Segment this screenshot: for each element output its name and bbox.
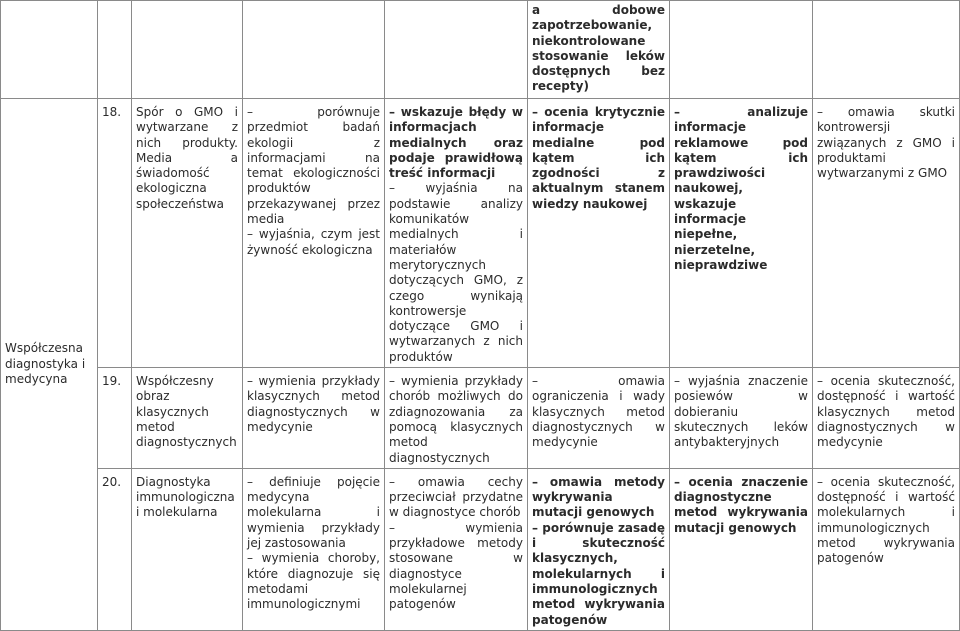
table-row — [1, 468, 960, 630]
requirement-text: – omawia cechy przeciwciał przydatne w diagnostyce chorób — [389, 474, 523, 520]
requirement-cell — [670, 468, 813, 630]
requirement-text: – wskazuje błędy w informacjach medialnych oraz podaje prawidłową treść informacji — [389, 105, 523, 181]
empty-cell — [670, 1, 813, 99]
requirement-text: – analizuje informacje reklamowe pod kątem ich prawdziwości naukowej, wskazuje informacje niepełne, nierzetelne, nieprawdziwe — [674, 105, 808, 272]
empty-cell — [98, 1, 132, 99]
requirement-text: – wyjaśnia, czym jest żywność ekologiczna — [247, 227, 380, 257]
table-row — [1, 99, 960, 368]
requirement-text: – porównuje zasadę i skuteczność klasycznych, molekularnych i immunologicznych metod wykrywania patogenów — [532, 520, 665, 627]
empty-cell — [813, 1, 960, 99]
requirement-cell — [813, 468, 960, 630]
lesson-topic: Współczesny obraz klasycznych metod diagnostycznych — [132, 368, 243, 469]
requirement-text: – ocenia znaczenie diagnostyczne metod wykrywania mutacji genowych — [674, 474, 808, 535]
empty-cell — [243, 1, 385, 99]
lesson-topic: Diagnostyka immunologiczna i molekularna — [132, 468, 243, 630]
requirement-cell — [243, 99, 385, 368]
requirement-cell — [243, 368, 385, 469]
empty-cell — [385, 1, 528, 99]
requirement-cell — [813, 368, 960, 469]
requirement-cell — [385, 468, 528, 630]
lesson-number: 18. — [98, 99, 132, 368]
requirement-text: – omawia metody wykrywania mutacji genowych — [532, 474, 665, 520]
requirement-text: – wyjaśnia na podstawie analizy komunikatów medialnych i materiałów merytorycznych dotyczących GMO, z czego wynikają kontrowersje dotyczące GMO i wytwarzanych z nich produktów — [389, 181, 523, 364]
table-row-top — [1, 1, 960, 99]
requirement-cell — [528, 368, 670, 469]
requirement-text: – ocenia krytycznie informacje medialne pod kątem ich zgodności z aktualnym stanem wiedzy naukowej — [532, 105, 665, 211]
requirement-cell — [670, 368, 813, 469]
requirement-text: – porównuje przedmiot badań ekologii z informacjami na temat ekologiczności produktów przekazywanej przez media — [247, 105, 380, 227]
requirement-text: – ocenia skuteczność, dostępność i wartość klasycznych metod diagnostycznych w medycynie — [817, 374, 955, 450]
requirement-cell — [243, 468, 385, 630]
lesson-topic: Spór o GMO i wytwarzane z nich produkty. Media a świadomość ekologiczna społeczeństwa — [132, 99, 243, 368]
requirement-cell — [385, 368, 528, 469]
requirement-text: – wymienia przykładowe metody stosowane w diagnostyce molekularnej patogenów — [389, 520, 523, 612]
table-row — [1, 368, 960, 469]
empty-cell — [1, 1, 98, 99]
requirement-text: – wymienia przykłady klasycznych metod diagnostycznych w medycynie — [247, 374, 380, 434]
requirement-cell: a dobowe zapotrzebowanie, niekontrolowane stosowanie leków dostępnych bez recepty) — [528, 1, 670, 99]
section-label: Współczesna diagnostyka i medycyna — [5, 341, 86, 387]
requirement-text: – wymienia choroby, które diagnozuje się metodami immunologicznymi — [247, 551, 380, 612]
requirement-cell — [528, 468, 670, 630]
requirement-text: – wyjaśnia znaczenie posiewów w dobieraniu skutecznych leków antybakteryjnych — [674, 374, 808, 450]
requirement-cell — [670, 99, 813, 368]
section-cell — [1, 99, 98, 631]
requirement-text: – omawia skutki kontrowersji związanych z GMO i produktami wytwarzanymi z GMO — [817, 105, 955, 181]
empty-cell — [132, 1, 243, 99]
lesson-number: 19. — [98, 368, 132, 469]
lesson-number: 20. — [98, 468, 132, 630]
requirement-cell — [528, 99, 670, 368]
requirement-text: – definiuje pojęcie medycyna molekularna i wymienia przykłady jej zastosowania — [247, 474, 380, 551]
requirement-text: – ocenia skuteczność, dostępność i wartość molekularnych i immunologicznych metod wykrywania patogenów — [817, 474, 955, 566]
requirement-text: – wymienia przykłady chorób możliwych do zdiagnozowania za pomocą klasycznych metod diagnostycznych — [389, 374, 523, 465]
requirement-cell — [385, 99, 528, 368]
requirement-cell — [813, 99, 960, 368]
requirement-text: – omawia ograniczenia i wady klasycznych metod diagnostycznych w medycynie — [532, 374, 665, 450]
